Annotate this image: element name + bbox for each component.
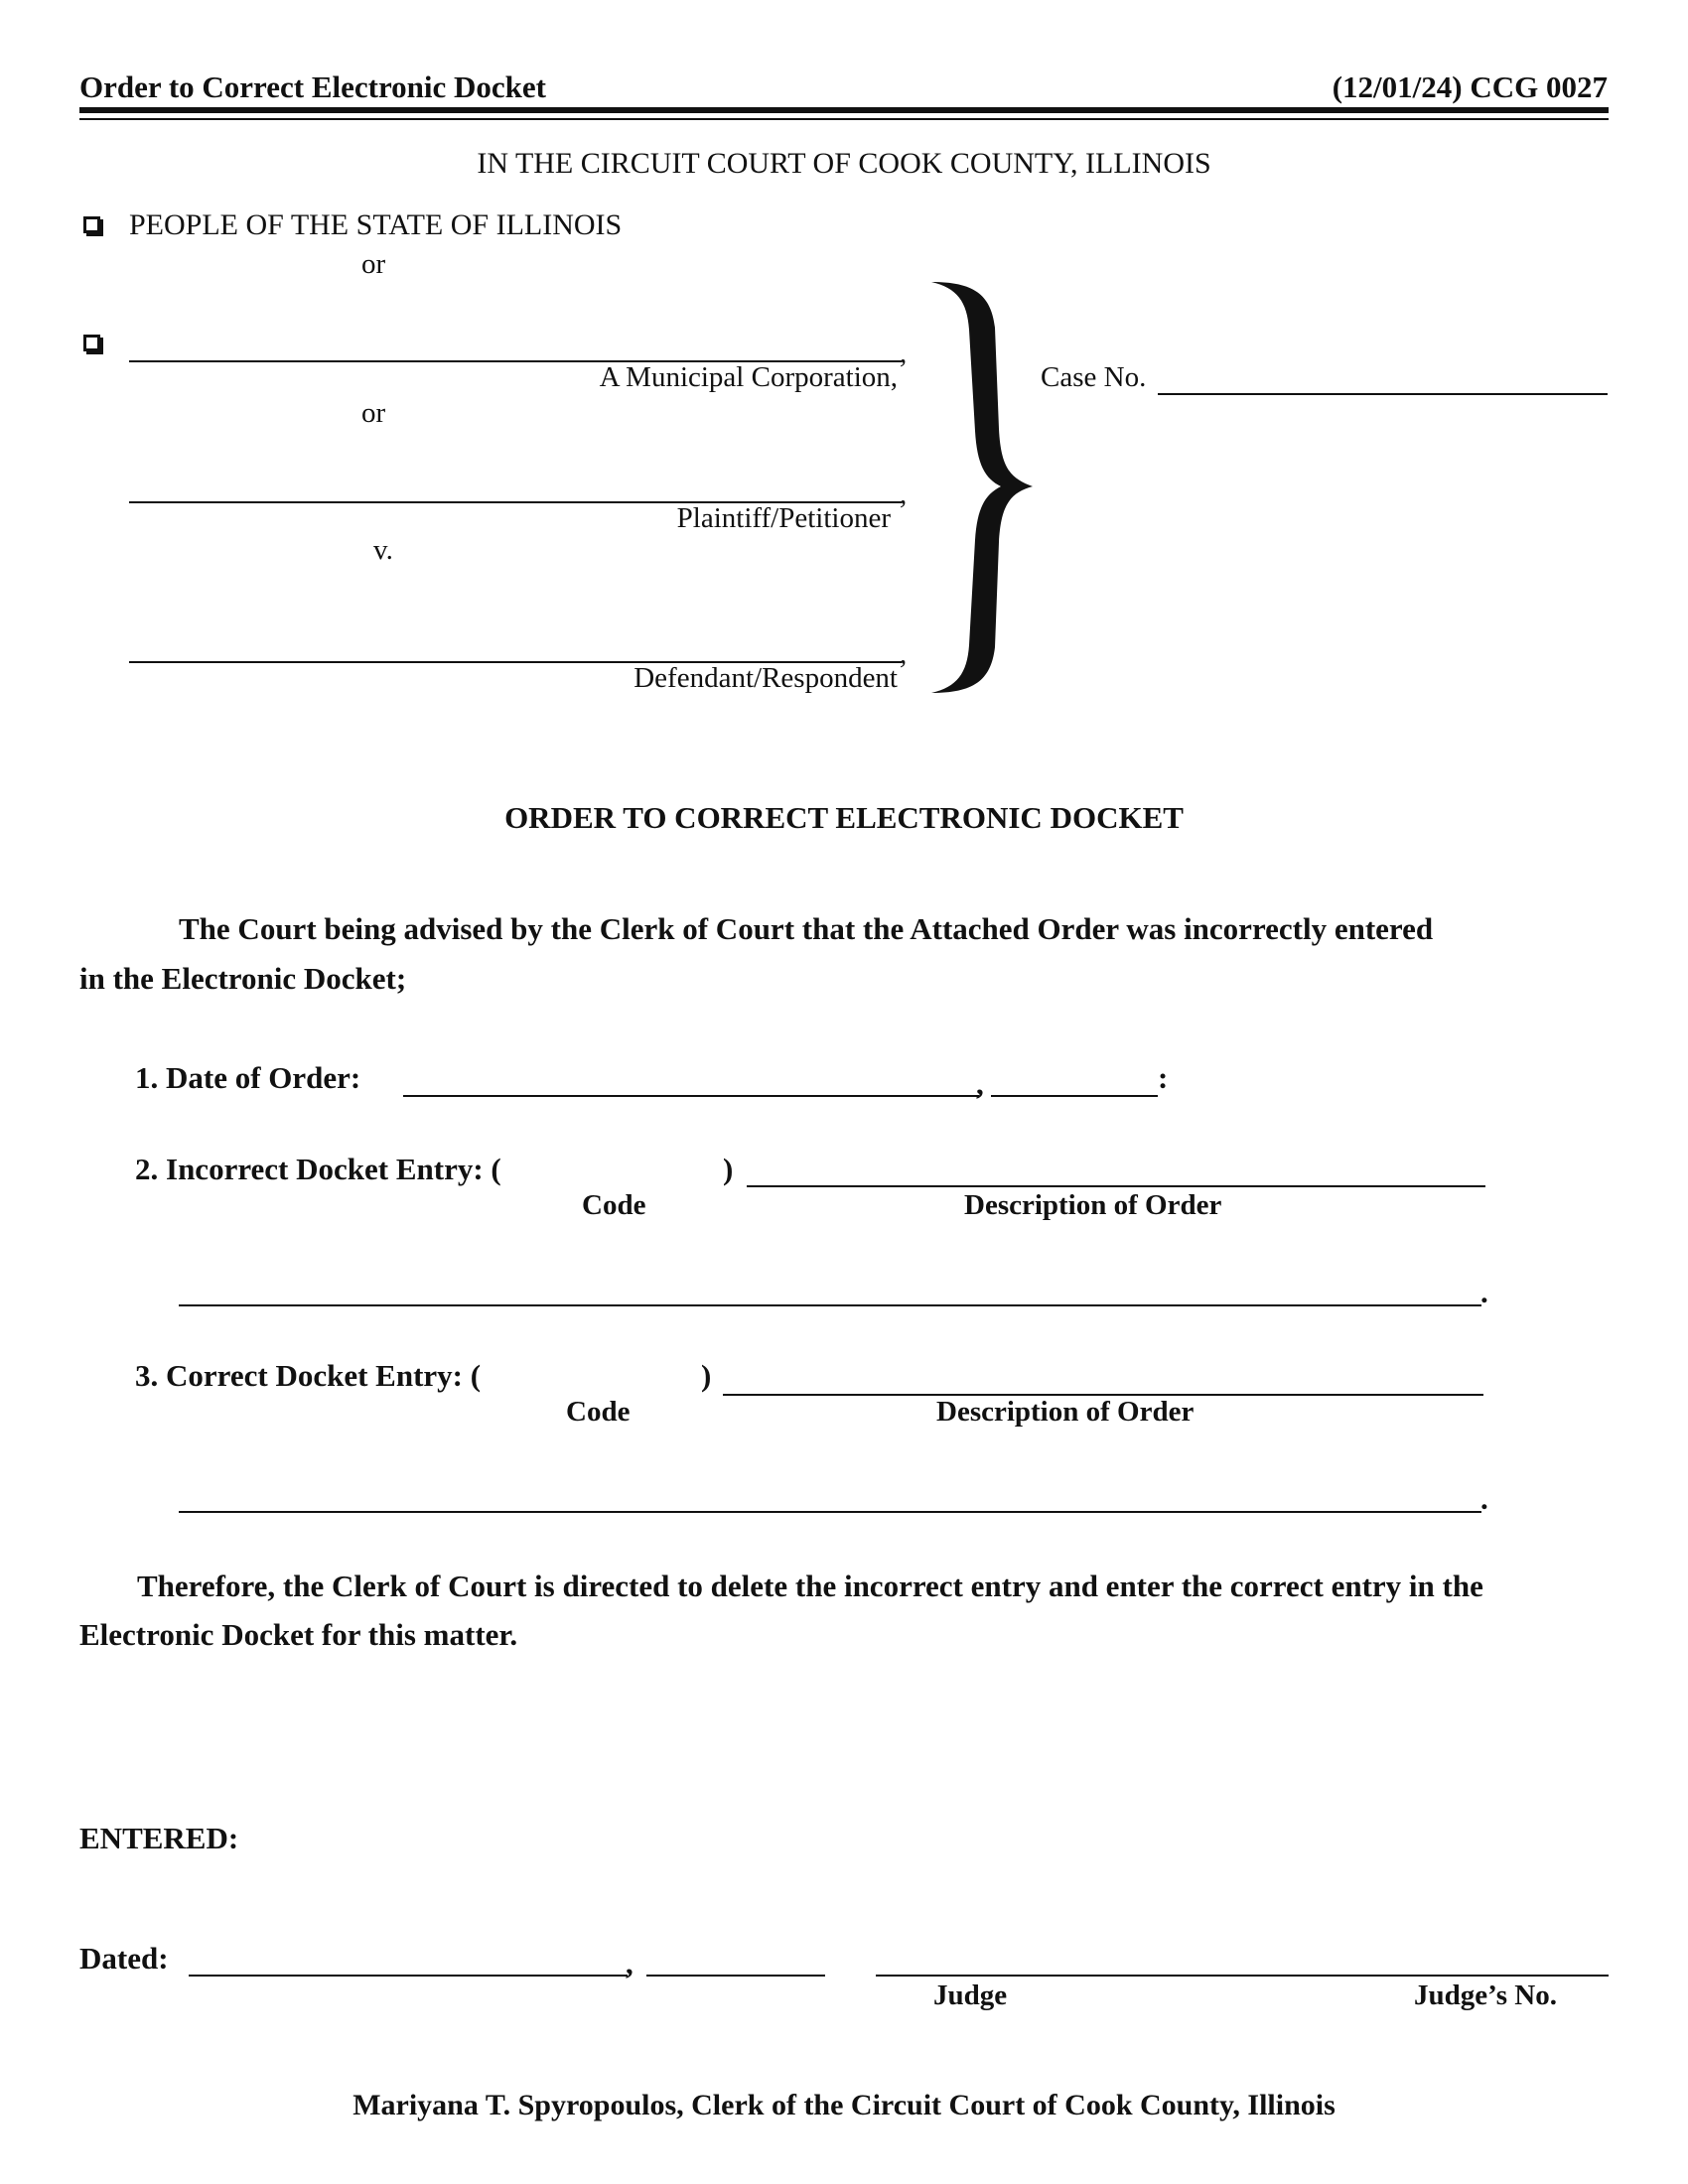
- correct-entry-close-paren: ): [701, 1358, 712, 1393]
- form-code: (12/01/24) CCG 0027: [1332, 69, 1608, 104]
- incorrect-entry-description-label: Description of Order: [964, 1189, 1222, 1221]
- case-number-line[interactable]: [1158, 393, 1608, 395]
- caption-brace-icon: [923, 280, 1033, 695]
- or-separator-2: or: [361, 397, 386, 429]
- incorrect-entry-code-label: Code: [582, 1189, 646, 1221]
- intro-line-2: in the Electronic Docket;: [79, 961, 407, 996]
- people-option-label: PEOPLE OF THE STATE OF ILLINOIS: [129, 208, 623, 241]
- date-of-order-comma: ,: [976, 1066, 984, 1101]
- incorrect-entry-description-line[interactable]: [747, 1185, 1485, 1187]
- municipal-checkbox[interactable]: [83, 335, 100, 351]
- date-of-order-year-line[interactable]: [991, 1095, 1158, 1097]
- correct-entry-code-label: Code: [566, 1396, 631, 1428]
- plaintiff-petitioner-label: Plaintiff/Petitioner: [676, 502, 891, 534]
- item-incorrect-entry-label: 2. Incorrect Docket Entry: (: [135, 1152, 501, 1186]
- municipality-comma: ,: [900, 338, 908, 369]
- or-separator-1: or: [361, 248, 386, 280]
- judge-label: Judge: [933, 1979, 1008, 2011]
- item-date-of-order-label: 1. Date of Order:: [135, 1060, 361, 1095]
- header-rule-thick: [79, 107, 1609, 113]
- header-rule-thin: [79, 118, 1609, 120]
- people-checkbox[interactable]: [83, 216, 100, 233]
- court-title: IN THE CIRCUIT COURT OF COOK COUNTY, ILLINOIS: [477, 147, 1211, 180]
- order-heading: ORDER TO CORRECT ELECTRONIC DOCKET: [504, 800, 1184, 835]
- correct-entry-period: .: [1480, 1481, 1488, 1516]
- dated-date-line[interactable]: [189, 1975, 628, 1977]
- therefore-line-1: Therefore, the Clerk of Court is directed to delete the incorrect entry and enter the correct entry in the: [137, 1569, 1483, 1603]
- dated-comma: ,: [626, 1946, 633, 1980]
- item-correct-entry-label: 3. Correct Docket Entry: (: [135, 1358, 482, 1393]
- dated-year-line[interactable]: [646, 1975, 825, 1977]
- intro-line-1: The Court being advised by the Clerk of Court that the Attached Order was incorrectly entered: [179, 911, 1434, 946]
- incorrect-entry-continuation-line[interactable]: [179, 1304, 1481, 1306]
- versus-label: v.: [373, 534, 393, 566]
- incorrect-entry-period: .: [1480, 1275, 1488, 1309]
- municipal-corporation-label: A Municipal Corporation,: [599, 361, 898, 393]
- date-of-order-line[interactable]: [403, 1095, 979, 1097]
- judge-number-label: Judge’s No.: [1414, 1979, 1557, 2011]
- form-title: Order to Correct Electronic Docket: [79, 69, 546, 104]
- incorrect-entry-close-paren: ): [723, 1152, 734, 1186]
- judge-signature-line[interactable]: [876, 1975, 1609, 1977]
- date-of-order-colon: :: [1158, 1060, 1169, 1095]
- clerk-footer: Mariyana T. Spyropoulos, Clerk of the Circuit Court of Cook County, Illinois: [352, 2089, 1336, 2121]
- therefore-line-2: Electronic Docket for this matter.: [79, 1617, 518, 1652]
- correct-entry-continuation-line[interactable]: [179, 1511, 1481, 1513]
- defendant-respondent-label: Defendant/Respondent: [633, 662, 898, 694]
- plaintiff-comma: ,: [900, 478, 908, 510]
- dated-label: Dated:: [79, 1941, 169, 1976]
- case-number-label: Case No.: [1041, 361, 1147, 393]
- correct-entry-description-label: Description of Order: [936, 1396, 1195, 1428]
- defendant-comma: ,: [900, 638, 908, 670]
- entered-label: ENTERED:: [79, 1821, 239, 1855]
